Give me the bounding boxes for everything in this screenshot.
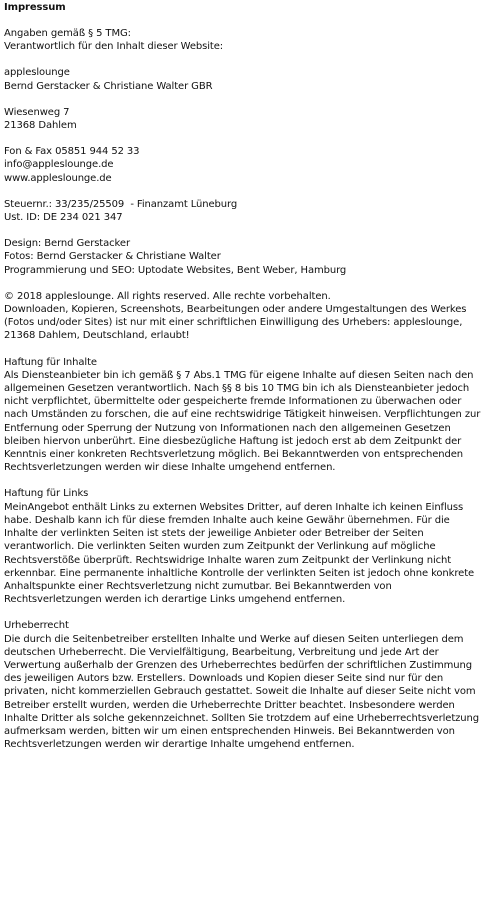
address-city: 21368 Dahlem [4,120,77,132]
address-section [4,106,486,132]
copyright-law-heading: Urheberrecht [4,620,69,632]
tax-section [4,198,486,224]
tmg-statement: Angaben gemäß § 5 TMG: [4,28,131,39]
contact-website-link[interactable]: www.appleslounge.de [4,172,112,184]
liability-links-text: MeinAngebot enthält Links zu externen Websites Dritter, auf deren Inhalte ich keinen Einfluss habe. Deshalb kann ich für diese fremden Inhalte auch keine Gewähr übernehmen. Für die Inhalte der verlinkten Seiten ist stets der jeweilige Anbieter oder Betreiber der Seiten verantworlich. Die verlinkten Seiten wurden zum Zeitpunkt der Verlinkung auf mögliche Rechtsverstöße überprüft. Rechtswidrige Inhalte waren zum Zeitpunkt der Verlinkung nicht erkennbar. Eine permanente inhaltliche Kontrolle der verlinkten Seiten ist jedoch ohne konkrete Anhaltspunkte einer Rechtsverletzung nicht zumutbar. Bei Bekanntwerden von Rechtsverletzungen werden ich derartige Links umgehend entfernen. [4,501,475,606]
contact-section [4,145,486,185]
liability-content-heading: Haftung für Inhalte [4,356,97,368]
tax-number: Steuernr.: 33/235/25509 - Finanzamt Lüneburg [4,198,238,210]
vat-id: Ust. ID: DE 234 021 347 [4,212,123,224]
contact-email-link[interactable]: info@appleslounge.de [4,159,114,171]
contact-phone: Fon & Fax 05851 944 52 33 [4,146,140,158]
copyright-text: Downloaden, Kopieren, Screenshots, Bearbeitungen oder andere Umgestaltungen des Werkes (Fotos und/oder Sites) ist nur mit einer schriftlichen Einwilligung des Urhebers: appleslounge, 21368 Dahlem, Deutschland, erlaubt! [4,304,467,342]
copyright-section [4,290,486,343]
page-title: Impressum [4,2,66,13]
credit-photos: Fotos: Bernd Gerstacker & Christiane Walter [4,251,221,263]
copyright-notice: © 2018 appleslounge. All rights reserved. Alle rechte vorbehalten. [4,290,331,302]
credit-design: Design: Bernd Gerstacker [4,238,130,250]
credits-section [4,237,486,277]
tmg-section [4,27,486,53]
liability-content-text: Als Diensteanbieter bin ich gemäß § 7 Abs.1 TMG für eigene Inhalte auf diesen Seiten nach den allgemeinen Gesetzen verantwortlich. Nach §§ 8 bis 10 TMG bin ich als Diensteanbieter jedoch nicht verpflichtet, übermittelte oder gespeicherte fremde Informationen zu überwachen oder nach Umständen zu forschen, die auf eine rechtswidrige Tätigkeit hinweisen. Verpflichtungen zur Entfernung oder Sperrung der Nutzung von Informationen nach den allgemeinen Gesetzen bleiben hiervon unberührt. Eine diesbezügliche Haftung ist jedoch erst ab dem Zeitpunkt der Kenntnis einer konkreten Rechtsverletzung möglich. Bei Bekanntwerden von entsprechenden Rechtsverletzungen werden wir diese Inhalte umgehend entfernen. [4,369,481,474]
company-name: appleslounge [4,67,70,79]
liability-content-section [4,356,486,475]
copyright-law-text: Die durch die Seitenbetreiber erstellten Inhalte und Werke auf diesen Seiten unterliegen dem deutschen Urheberrecht. Die Vervielfältigung, Bearbeitung, Verbreitung und jede Art der Verwertung außerhalb der Grenzen des Urheberrechtes bedürfen der schriftlichen Zustimmung des jeweiligen Autors bzw. Erstellers. Downloads und Kopien dieser Seite sind nur für den privaten, nicht kommerziellen Gebrauch gestattet. Soweit die Inhalte auf dieser Seite nicht vom Betreiber erstellt wurden, werden die Urheberrechte Dritter beachtet. Insbesondere werden Inhalte Dritter als solche gekennzeichnet. Sollten Sie trotzdem auf eine Urheberrechtsverletzung aufmerksam werden, bitten wir um einen entsprechenden Hinweis. Bei Bekanntwerden von Rechtsverletzungen werden wir derartige Inhalte umgehend entfernen. [4,633,480,751]
company-section [4,66,486,92]
liability-links-heading: Haftung für Links [4,488,89,500]
company-owners: Bernd Gerstacker & Christiane Walter GBR [4,80,213,92]
credit-programming: Programmierung und SEO: Uptodate Websites, Bent Weber, Hamburg [4,264,347,276]
responsibility-statement: Verantwortlich für den Inhalt dieser Website: [4,41,224,53]
liability-links-section [4,487,486,606]
copyright-law-section [4,619,486,751]
address-street: Wiesenweg 7 [4,106,70,118]
